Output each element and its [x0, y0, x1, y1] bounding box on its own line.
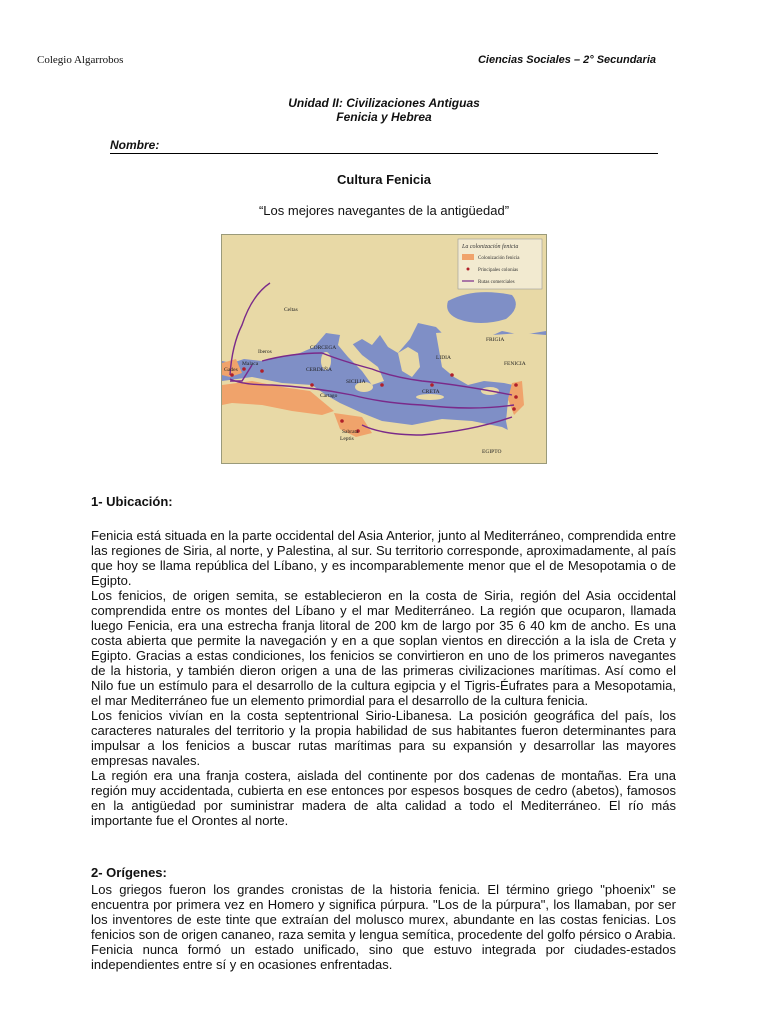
paragraph: Los griegos fueron los grandes cronistas de la historia fenicia. El término griego "phoenix" se encuentra por primera vez en Homero y significa púrpura. "Los de la púrpura", los llamaban, por ser los inventores de este tinte que extraían del molusco murex, abundante en las costas fenicias. Los fenicios son de origen cananeo, raza semita y lengua semítica, procedente del golfo pérsico o Arabia. Fenicia nunca formó un estado unificado, sino que estuvo integrada por ciudades-estados independientes entre sí y en ocasiones enfrentadas. [91, 882, 676, 972]
section-body-ubicacion [91, 528, 676, 828]
map-legend-item-1: Principales colonias [478, 268, 519, 273]
map-label-malaca: Malaca [242, 361, 259, 367]
paragraph: La región era una franja costera, aislada del continente por dos cadenas de montañas. Era una región muy accidentada, cubierta en ese entonces por espesos bosques de cedro (abetos), famosos en la antigüedad por suministrar madera de alta calidad a todo el Mediterráneo. El río más importante fue el Orontes al norte. [91, 768, 676, 828]
name-field[interactable]: Nombre: [110, 138, 658, 154]
map-label-frigia: FRIGIA [486, 337, 505, 343]
school-name: Colegio Algarrobos [37, 54, 124, 66]
phoenician-colonization-map [221, 234, 547, 464]
map-label-cerdena: CERDEÑA [306, 367, 332, 373]
map-label-creta: CRETA [422, 389, 440, 395]
map-svg [222, 235, 546, 463]
paragraph: Los fenicios, de origen semita, se establecieron en la costa de Siria, región del Asia occidental comprendida entre os montes del Líbano y el mar Mediterráneo. La región que ocuparon, llamada luego Fenicia, era una estrecha franja litoral de 200 km de largo por 35 6 40 km de ancho. Es una costa abierta que permite la navegación y en a que soplan vientos en dirección a la isla de Creta y Egipto. Gracias a estas condiciones, los fenicios se convirtieron en uno de los primeros navegantes de la historia, y también dieron origen a una de las primeras civilizaciones marítimas. Así como el Nilo fue un estímulo para el desarrollo de la cultura egipcia y el Tigris-Éufrates para a Mesopotamia, el mar Mediterráneo fue un elemento primordial para el desarrollo de la cultura fenicia. [91, 588, 676, 708]
unit-heading [0, 96, 768, 124]
unit-title: Unidad II: Civilizaciones Antiguas [288, 96, 480, 110]
paragraph: Los fenicios vivían en la costa septentrional Sirio-Libanesa. La posición geográfica del país, los caracteres naturales del territorio y la propia habilidad de sus habitantes fueron determinantes para impulsar a los fenicios a buscar rutas marítimas para su expansión y desarrollar las mayores empresas navales. [91, 708, 676, 768]
page-title: Cultura Fenicia [337, 172, 431, 187]
unit-subtitle: Fenicia y Hebrea [336, 110, 432, 124]
motto: “Los mejores navegantes de la antigüedad” [258, 203, 510, 218]
section-title-ubicacion: 1- Ubicación: [91, 494, 173, 509]
map-label-fenicia: FENICIA [504, 361, 526, 367]
section-body-origenes [91, 882, 676, 972]
map-label-corcega: CORCEGA [310, 345, 337, 351]
map-label-sabrata: Sabrata [342, 429, 359, 435]
map-label-lidia: LIDIA [436, 355, 451, 361]
map-legend-title: La colonización fenicia [462, 244, 519, 250]
map-label-leptis: Leptis [340, 436, 354, 442]
map-label-gades: Gades [224, 367, 238, 373]
map-label-egipto: EGIPTO [482, 449, 502, 455]
map-legend-item-0: Colonización fenicia [478, 256, 520, 261]
course-name: Ciencias Sociales – 2° Secundaria [477, 54, 656, 66]
map-legend [458, 239, 542, 289]
section-title-origenes: 2- Orígenes: [91, 865, 167, 880]
map-label-iberos: Iberos [258, 349, 272, 355]
map-label-sicilia: SICILIA [346, 379, 366, 385]
paragraph: Fenicia está situada en la parte occidental del Asia Anterior, junto al Mediterráneo, comprendida entre las regiones de Siria, al norte, y Palestina, al sur. Su territorio corresponde, aproximadamente, al país que hoy se llama república del Líbano, y es incomparablemente menor que el de Mesopotamia o de Egipto. [91, 528, 676, 588]
map-label-celtas: Celtas [284, 307, 298, 313]
map-label-cartago: Cartago [320, 393, 338, 399]
map-legend-item-2: Rutas comerciales [478, 280, 515, 285]
